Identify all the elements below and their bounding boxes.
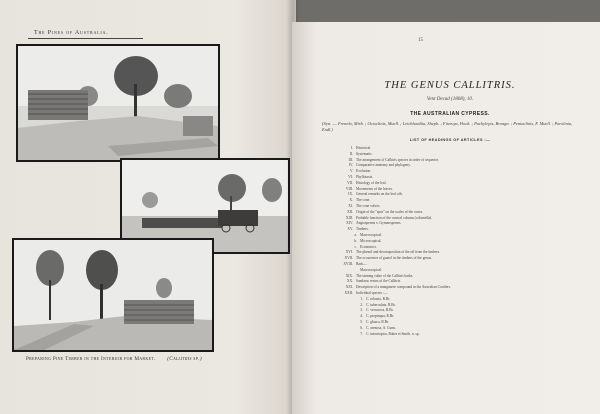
toc-item-number: XI. (348, 203, 353, 208)
toc-item-text: Comparative anatomy and phylogeny. (356, 163, 411, 168)
toc-item-text: C. verrucosa, R.Br. (366, 308, 394, 313)
toc-item-number: I. (350, 146, 353, 150)
toc-item-number: XIV. (346, 221, 353, 226)
synonyms-text: Frenela, Mirb. ; Octoclinis, Muell. ; Leichhardtia, Sheph. ; Fitzroya, Hook. ; Pachylepis, Brongn. ; Pentaclinis, F. Muell. ; Parolinia, Endl.) (322, 121, 573, 132)
toc-item-number: X. (349, 198, 353, 203)
toc-item-text: The cone. (356, 198, 371, 203)
table-of-contents (316, 146, 516, 337)
toc-item-text: The tanning value of the Callitris barks. (356, 273, 414, 278)
toc-item-text: C. tuberculata, R.Br. (366, 302, 396, 307)
toc-item-text: Systematic. (356, 151, 373, 156)
toc-item-text: Historical. (356, 146, 372, 150)
toc-item-number: VII. (347, 180, 353, 185)
chapter-title: THE GENUS CALLITRIS. (384, 80, 516, 91)
toc-item-number: XXII. (344, 290, 353, 295)
toc-item-text: Angiosperms v. Gymnosperms. (356, 221, 402, 226)
toc-item-text: The cone valves. (356, 203, 381, 208)
synonyms (322, 121, 582, 133)
toc-item-text: The arrangement of Callitris species in order of sequence. (356, 157, 440, 162)
toc-item-number: XV. (347, 227, 353, 232)
head-rule (28, 38, 143, 39)
toc-item-text: Origin of the "spur" on the scales of the cones. (356, 209, 424, 214)
toc-item-number: 3. (360, 308, 363, 313)
caption-reference: (Callitris sp.) (167, 356, 202, 362)
toc-item-number: XVIII. (343, 261, 353, 266)
left-page (0, 0, 296, 414)
photo-timber-stacks (16, 44, 220, 162)
caption-text: Preparing Pine Timber in the Interior for Market. (26, 356, 156, 362)
toc-item-text: C. robusta, R.Br. (366, 296, 391, 301)
toc-item-number: V. (349, 169, 353, 174)
toc-item-text: The occurrence of guaiol in the timbers of the genus. (356, 256, 433, 261)
toc-item-number: IV. (348, 163, 353, 168)
toc-item-number: 1. (360, 296, 363, 301)
toc-item-number: XVII. (344, 256, 353, 261)
toc-item-text: General remarks on the leaf oils. (356, 192, 403, 197)
toc-item-text: C. intratropica, Baker et Smith, n. sp. (366, 331, 420, 336)
toc-item-number: a. (354, 232, 357, 237)
toc-item-number: XIX. (345, 273, 353, 278)
toc-item-text: Phyllotaxis. (356, 174, 374, 179)
list-heading: LIST OF HEADINGS OF ARTICLES :— (409, 138, 491, 142)
toc-item-text: Individual species :— (356, 290, 388, 295)
toc-item-number: VI. (348, 174, 353, 179)
synonyms-lead: (Syn. — (322, 121, 337, 126)
chapter-subtitle: Vent Decad (1808), 10. (426, 97, 474, 102)
toc-item-number: 5. (360, 319, 363, 324)
page-number: 15 (418, 38, 423, 43)
toc-item-text: Description of a manganese compound in the Australian Conifers. (356, 285, 451, 290)
toc-item-text: C. propinqua, R.Br. (366, 314, 395, 319)
toc-item (316, 332, 516, 338)
toc-item-text: Evolution. (356, 169, 372, 174)
toc-item-number: 6. (360, 325, 363, 330)
toc-item-text: Macroscopical. (360, 232, 383, 237)
toc-item-number: b. (354, 238, 357, 243)
toc-item-text: The phenol and decomposition of the oil from the timbers. (356, 250, 441, 255)
toc-item-text: Microscopical. (360, 238, 382, 243)
toc-item-number: III. (348, 157, 353, 162)
toc-item-number: XVI. (345, 250, 353, 255)
toc-item-number: 2. (360, 302, 363, 307)
toc-item-text: Sandarac resins of the Callitris. (356, 279, 402, 284)
toc-item-number: 4. (360, 314, 363, 319)
toc-item-text: Probable function of the conical column (columella). (356, 215, 433, 220)
photo-caption (26, 356, 266, 362)
toc-item-number: c. (354, 244, 357, 249)
toc-item-text: Histology of the leaf. (356, 180, 387, 185)
toc-item-number: II. (349, 151, 353, 156)
toc-item-text: C. glauca, R.Br. (366, 319, 389, 324)
toc-item-text: Movements of the leaves. (356, 186, 393, 191)
toc-item-number: XX. (346, 279, 353, 284)
toc-item-text: Timbers. (356, 227, 369, 232)
toc-item-number: VIII. (345, 186, 353, 191)
photo-bush-track (12, 238, 214, 352)
toc-item-text: Bark— (356, 261, 367, 266)
toc-item-number: XXI. (345, 285, 353, 290)
toc-item-text: Macroscopical. (360, 267, 383, 272)
toc-item-number: IX. (348, 192, 353, 197)
toc-item-text: C. arenosa, A. Cunn. (366, 325, 396, 330)
toc-item-number: XII. (347, 209, 353, 214)
toc-item-text: Economics. (360, 244, 377, 249)
running-head: The Pines of Australia. (34, 30, 109, 36)
toc-item-number: 7. (360, 331, 363, 336)
toc-item-number: XIII. (345, 215, 353, 220)
common-name-heading: THE AUSTRALIAN CYPRESS. (410, 111, 490, 117)
